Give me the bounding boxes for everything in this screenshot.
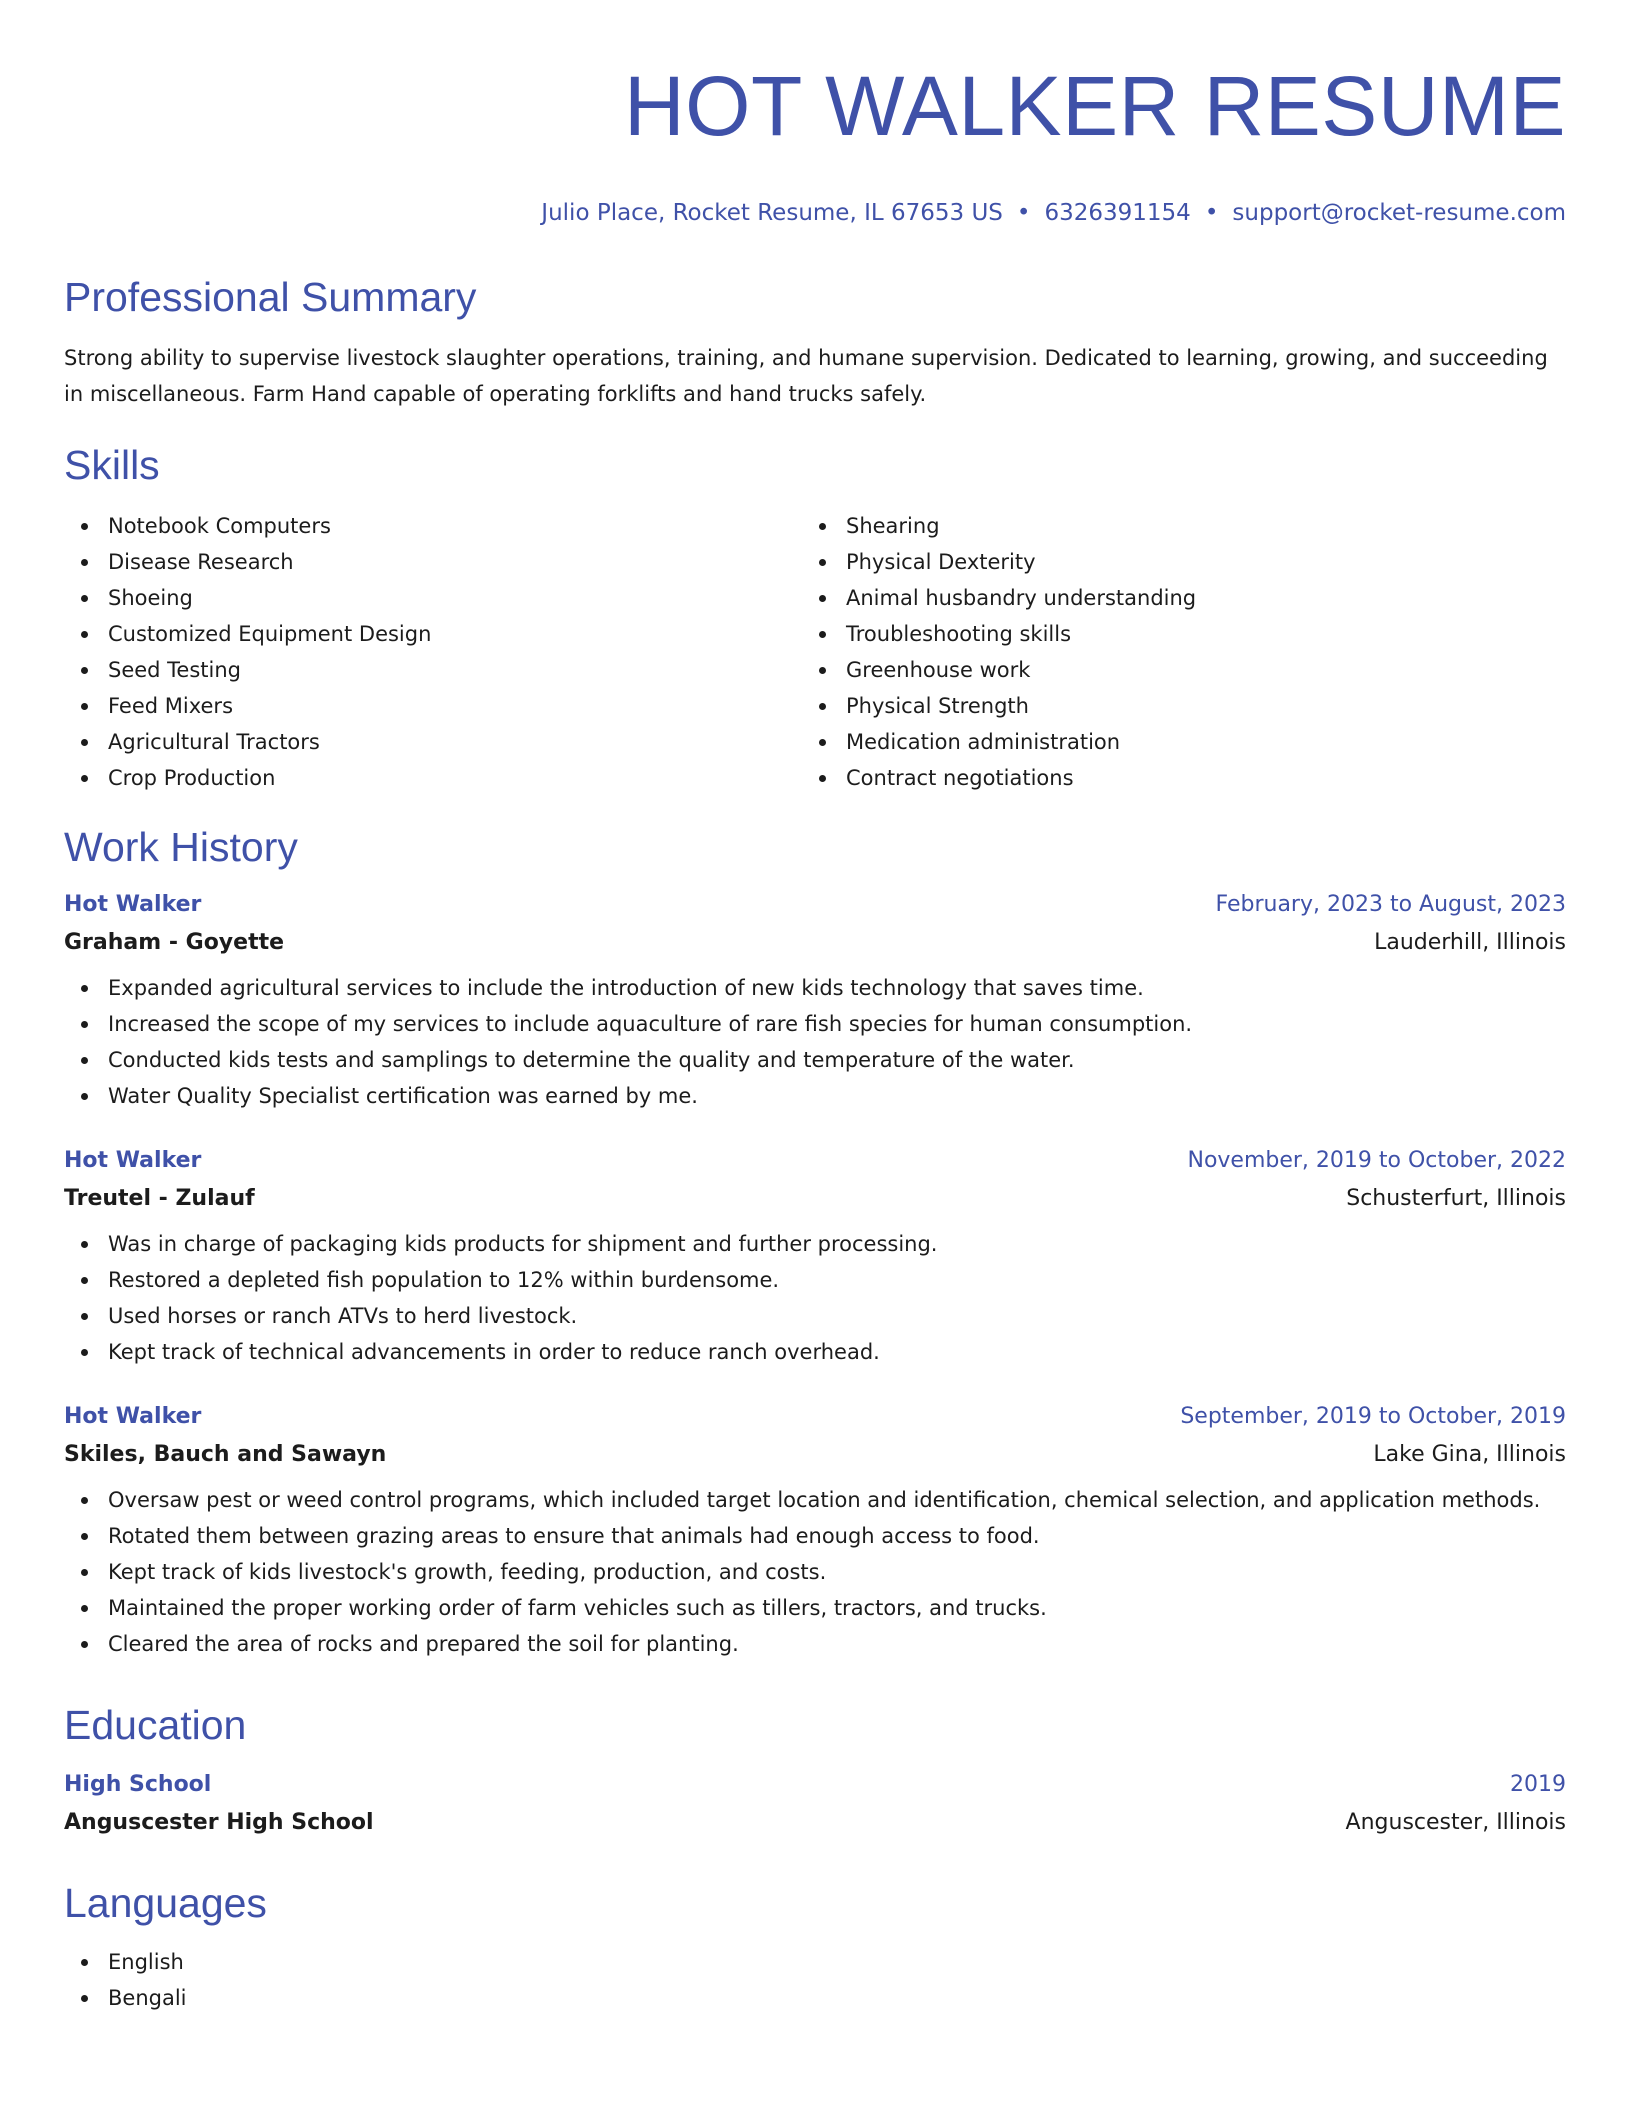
education-school-row [64,1808,1566,1838]
job-entry [64,890,1566,1114]
job-title-row [64,1146,1566,1176]
job-dates: February, 2023 to August, 2023 [1215,892,1566,917]
resume-title: HOT WALKER RESUME [624,59,1566,153]
contact-separator: • [1016,200,1031,226]
job-title: Hot Walker [64,1148,202,1173]
skill-item: Physical Strength [802,688,1564,724]
skills-heading: Skills [64,442,160,488]
skill-item: Customized Equipment Design [64,616,802,652]
work-history-section [64,822,1566,1662]
skills-grid [64,508,1566,796]
job-bullet: Water Quality Specialist certification was earned by me. [64,1078,1566,1114]
skill-item: Feed Mixers [64,688,802,724]
job-bullet: Expanded agricultural services to include the introduction of new kids technology that saves time. [64,970,1566,1006]
summary-text: Strong ability to supervise livestock slaughter operations, training, and humane supervision. Dedicated to learning, growing, and succeeding in miscellaneous. Farm Hand capable of operating forklifts and hand trucks safely. [64,346,1548,406]
job-employer-row [64,928,1566,958]
job-bullet: Oversaw pest or weed control programs, which included target location and identification, chemical selection, and application methods. [64,1482,1566,1518]
skill-item: Physical Dexterity [802,544,1564,580]
skill-item: Seed Testing [64,652,802,688]
job-bullet: Rotated them between grazing areas to ensure that animals had enough access to food. [64,1518,1566,1554]
job-location: Schusterfurt, Illinois [1346,1186,1566,1211]
language-item: Bengali [64,1980,1566,2016]
job-employer: Treutel - Zulauf [64,1186,255,1211]
job-entry [64,1146,1566,1370]
education-degree: High School [64,1772,212,1797]
job-bullets [64,970,1566,1114]
skills-section [64,440,1566,796]
education-heading: Education [64,1702,247,1748]
contact-line [64,198,1566,228]
skill-item: Agricultural Tractors [64,724,802,760]
job-location: Lauderhill, Illinois [1374,930,1566,955]
job-title-row [64,890,1566,920]
job-bullet: Conducted kids tests and samplings to determine the quality and temperature of the water. [64,1042,1566,1078]
job-bullet: Used horses or ranch ATVs to herd livestock. [64,1298,1566,1334]
job-title: Hot Walker [64,892,202,917]
skill-item: Contract negotiations [802,760,1564,796]
skills-right-list [802,508,1564,796]
contact-phone[interactable]: 6326391154 [1044,200,1191,226]
education-school: Anguscester High School [64,1810,374,1835]
summary-section [64,272,1566,412]
job-bullets [64,1226,1566,1370]
job-employer-row [64,1184,1566,1214]
job-dates: September, 2019 to October, 2019 [1180,1404,1566,1429]
languages-list [64,1944,1566,2016]
education-section [64,1700,1566,1838]
contact-separator: • [1204,200,1219,226]
skill-item: Animal husbandry understanding [802,580,1564,616]
job-dates: November, 2019 to October, 2022 [1187,1148,1566,1173]
languages-heading: Languages [64,1880,267,1926]
job-bullets [64,1482,1566,1662]
skill-item: Shoeing [64,580,802,616]
language-item: English [64,1944,1566,1980]
languages-section [64,1878,1566,2016]
education-degree-row [64,1770,1566,1800]
summary-heading: Professional Summary [64,274,477,320]
skill-item: Crop Production [64,760,802,796]
job-bullet: Kept track of kids livestock's growth, feeding, production, and costs. [64,1554,1566,1590]
skill-item: Notebook Computers [64,508,802,544]
job-location: Lake Gina, Illinois [1373,1442,1566,1467]
education-year: 2019 [1510,1772,1566,1797]
job-title: Hot Walker [64,1404,202,1429]
work-history-heading: Work History [64,824,298,870]
skill-item: Medication administration [802,724,1564,760]
contact-address: Julio Place, Rocket Resume, IL 67653 US [541,200,1003,226]
job-bullet: Kept track of technical advancements in order to reduce ranch overhead. [64,1334,1566,1370]
resume-header [64,56,1566,228]
skill-item: Greenhouse work [802,652,1564,688]
job-employer: Graham - Goyette [64,930,285,955]
skill-item: Disease Research [64,544,802,580]
skill-item: Shearing [802,508,1564,544]
job-bullet: Restored a depleted fish population to 12% within burdensome. [64,1262,1566,1298]
job-employer: Skiles, Bauch and Sawayn [64,1442,387,1467]
skills-left-list [64,508,802,796]
job-title-row [64,1402,1566,1432]
job-bullet: Increased the scope of my services to include aquaculture of rare fish species for human consumption. [64,1006,1566,1042]
job-bullet: Maintained the proper working order of farm vehicles such as tillers, tractors, and trucks. [64,1590,1566,1626]
job-bullet: Cleared the area of rocks and prepared the soil for planting. [64,1626,1566,1662]
contact-email[interactable]: support@rocket-resume.com [1232,200,1566,226]
education-entry [64,1770,1566,1838]
education-location: Anguscester, Illinois [1345,1810,1566,1835]
job-employer-row [64,1440,1566,1470]
job-bullet: Was in charge of packaging kids products for shipment and further processing. [64,1226,1566,1262]
job-entry [64,1402,1566,1662]
skill-item: Troubleshooting skills [802,616,1564,652]
